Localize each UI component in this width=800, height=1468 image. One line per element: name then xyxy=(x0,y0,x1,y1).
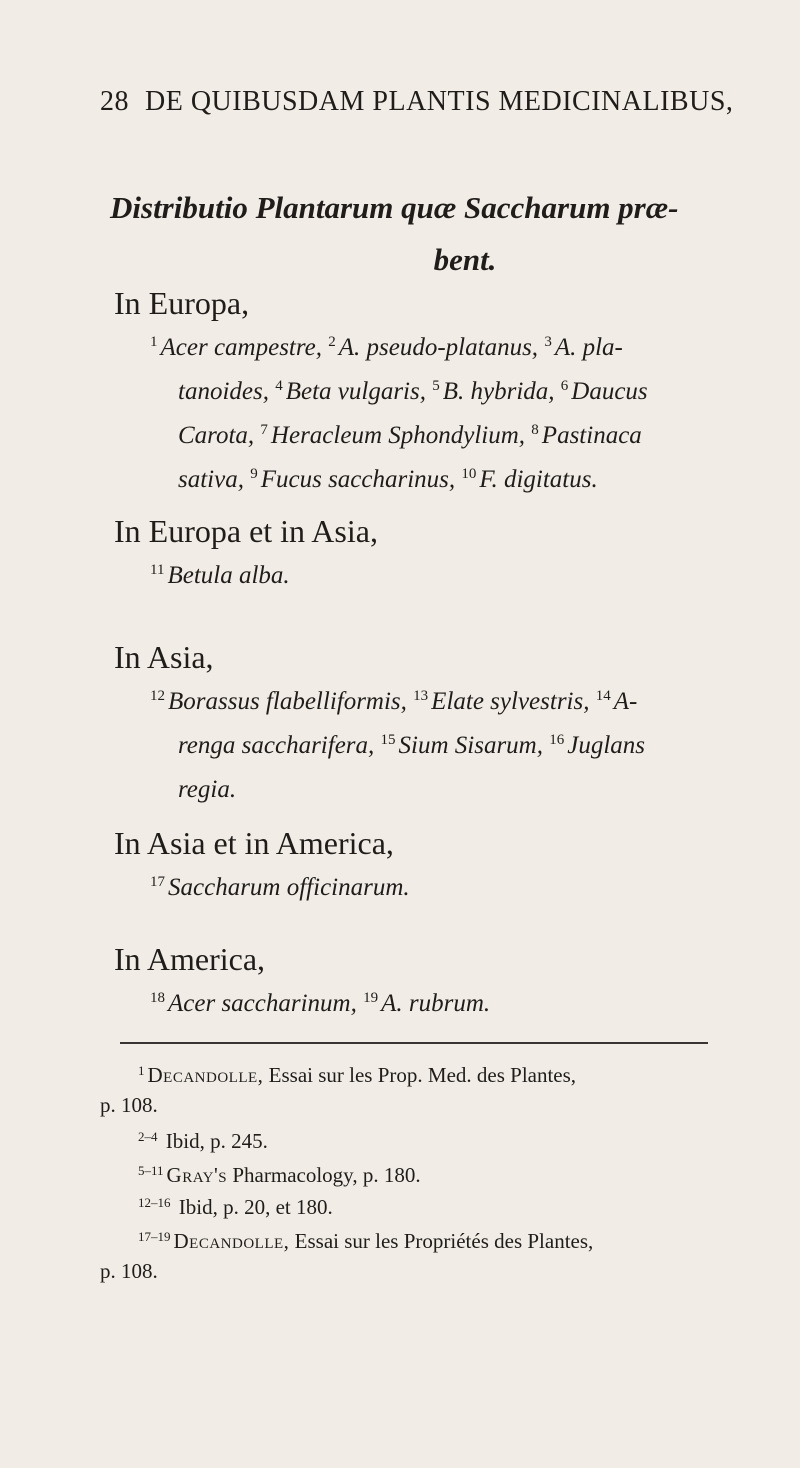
footnote-text: Ibid, p. 245. xyxy=(160,1129,268,1153)
entry-line: $^{12}$ Borassus flabelliformis, $^{13}$ Elate sylvestris, $^{14}$ A- xyxy=(150,688,638,715)
region-entries-asia xyxy=(150,680,750,812)
footnote-mark: 5–11 xyxy=(138,1163,164,1178)
footnote-mark: 12–16 xyxy=(138,1195,171,1210)
footnote-mark: 1 xyxy=(138,1063,145,1078)
entry-line: sativa, $^9$ Fucus saccharinus, $^{10}$ F. digitatus. xyxy=(178,466,598,493)
entry-line: tanoides, $^4$ Beta vulgaris, $^5$ B. hybrida, $^6$ Daucus xyxy=(178,378,648,405)
footnote-rule xyxy=(120,1042,708,1044)
region-heading-america: In America, xyxy=(114,941,266,977)
region-entries-europa-asia xyxy=(150,554,750,598)
footnote-author: Decandolle, xyxy=(173,1229,290,1253)
region-heading-asia: In Asia, xyxy=(114,639,214,675)
region-entries-america xyxy=(150,982,750,1026)
entry-line: regia. xyxy=(178,776,237,803)
region-entries-europa xyxy=(150,326,750,502)
section-title-line-2: bent. xyxy=(433,242,497,277)
section-title xyxy=(110,182,750,286)
footnote-mark: 17–19 xyxy=(138,1229,171,1244)
footnote-2 xyxy=(100,1126,740,1156)
footnote-author: Decandolle, xyxy=(147,1063,264,1087)
footnote-text: Essai sur les Prop. Med. des Plantes, xyxy=(263,1063,577,1087)
footnote-text: Pharmacology, p. 180. xyxy=(227,1163,421,1187)
footnote-1 xyxy=(100,1060,740,1120)
region-entries-asia-america xyxy=(150,866,750,910)
footnote-mark: 2–4 xyxy=(138,1129,158,1144)
section-title-line-1: Distributio Plantarum quæ Saccharum præ- xyxy=(110,190,679,225)
running-title: DE QUIBUSDAM PLANTIS MEDICINALIBUS, xyxy=(145,86,734,117)
region-heading-europa-asia: In Europa et in Asia, xyxy=(114,513,378,549)
page-number: 28 xyxy=(100,86,129,117)
footnote-author: Gray's xyxy=(166,1163,228,1187)
footnote-continuation: p. 108. xyxy=(100,1259,158,1283)
entry-line: $^{17}$ Saccharum officinarum. xyxy=(150,874,410,901)
entry-line: $^{11}$ Betula alba. xyxy=(150,562,290,589)
footnote-3 xyxy=(100,1160,740,1190)
footnote-5 xyxy=(100,1226,740,1286)
entry-line: $^1$ Acer campestre, $^2$ A. pseudo-platanus, $^3$ A. pla- xyxy=(150,334,623,361)
running-head xyxy=(100,86,740,118)
region-heading-asia-america: In Asia et in America, xyxy=(114,825,394,861)
region-heading-europa: In Europa, xyxy=(114,285,250,321)
footnote-text: Essai sur les Propriétés des Plantes, xyxy=(289,1229,594,1253)
footnote-text: Ibid, p. 20, et 180. xyxy=(173,1195,333,1219)
entry-line: renga saccharifera, $^{15}$ Sium Sisarum, $^{16}$ Juglans xyxy=(178,732,646,759)
footnote-4 xyxy=(100,1192,740,1222)
entry-line: $^{18}$ Acer saccharinum, $^{19}$ A. rubrum. xyxy=(150,990,491,1017)
entry-line: Carota, $^7$ Heracleum Sphondylium, $^8$ Pastinaca xyxy=(178,422,642,449)
footnote-continuation: p. 108. xyxy=(100,1093,158,1117)
